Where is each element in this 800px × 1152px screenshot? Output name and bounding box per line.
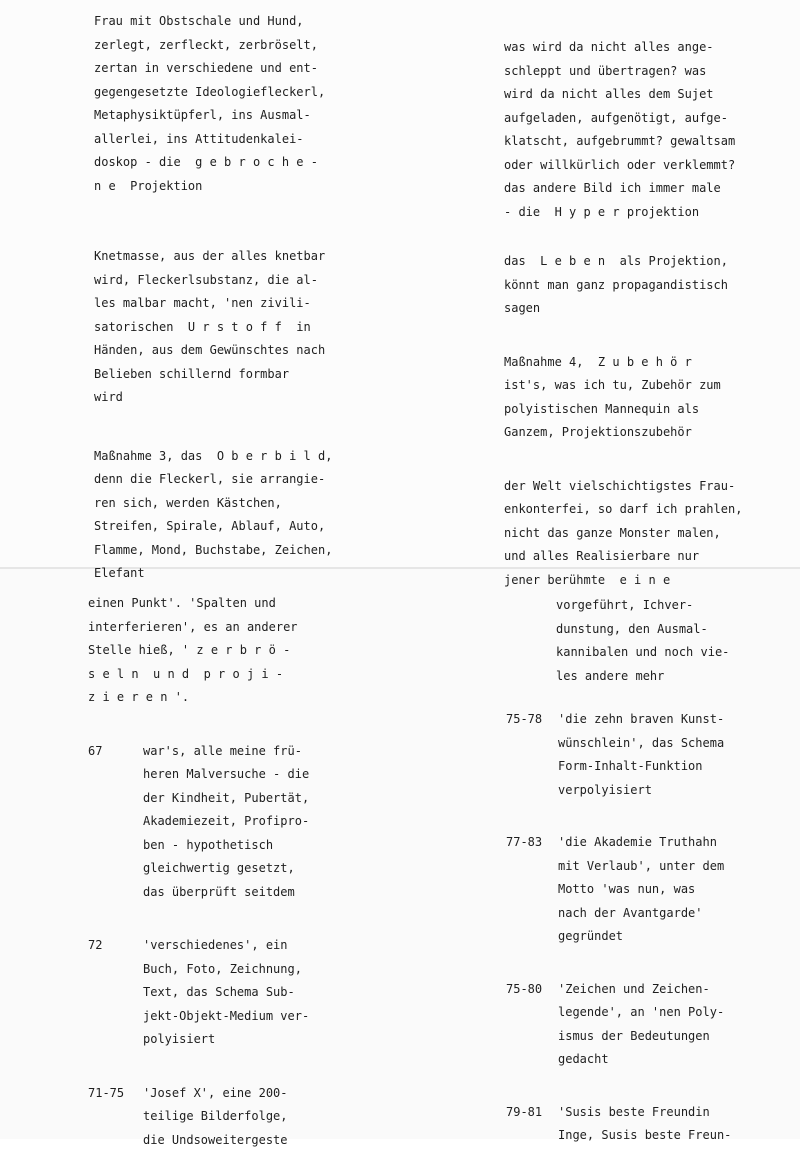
top-right-column — [504, 36, 742, 592]
text-line: heren Malversuche - die — [143, 763, 309, 787]
text-line: Inge, Susis beste Freun- — [558, 1124, 731, 1148]
text-line: ren sich, werden Kästchen, — [94, 492, 332, 516]
text-line: teilige Bilderfolge, — [143, 1105, 288, 1129]
chronology-entry — [506, 708, 731, 802]
text-line: was wird da nicht alles ange- — [504, 36, 742, 60]
paragraph — [88, 592, 309, 710]
text-line: Frau mit Obstschale und Hund, — [94, 10, 332, 34]
text-line: klatscht, aufgebrummt? gewaltsam — [504, 130, 742, 154]
text-line: Metaphysiktüpferl, ins Ausmal- — [94, 104, 332, 128]
text-line: mit Verlaub', unter dem — [558, 855, 724, 879]
text-line: zertan in verschiedene und ent- — [94, 57, 332, 81]
paragraph — [556, 594, 731, 688]
text-line: les andere mehr — [556, 665, 731, 689]
text-line: Belieben schillernd formbar — [94, 363, 332, 387]
text-line: Akademiezeit, Profipro- — [143, 810, 309, 834]
text-line: Motto 'was nun, was — [558, 878, 724, 902]
chronology-entry — [88, 1082, 309, 1152]
text-line: Elefant — [94, 562, 332, 586]
entry-year: 71-75 — [88, 1082, 143, 1106]
text-line: 'verschiedenes', ein — [143, 934, 309, 958]
text-line: Buch, Foto, Zeichnung, — [143, 958, 309, 982]
paragraph — [504, 36, 742, 224]
text-line: polyisiert — [143, 1028, 309, 1052]
text-line: legende', an 'nen Poly- — [558, 1001, 724, 1025]
entry-text — [143, 740, 309, 905]
text-line: wünschlein', das Schema — [558, 732, 724, 756]
text-line: aufgeladen, aufgenötigt, aufge- — [504, 107, 742, 131]
bottom-left-column — [88, 592, 309, 1152]
entry-text — [558, 708, 724, 802]
entry-year: 79-81 — [506, 1101, 558, 1125]
text-line: der Welt vielschichtigstes Frau- — [504, 475, 742, 499]
chronology-entry — [88, 740, 309, 905]
text-line: gegründet — [558, 925, 724, 949]
text-line: denn die Fleckerl, sie arrangie- — [94, 468, 332, 492]
entry-text — [143, 934, 309, 1052]
text-line: schleppt und übertragen? was — [504, 60, 742, 84]
text-line: enkonterfei, so darf ich prahlen, — [504, 498, 742, 522]
text-line: sagen — [504, 297, 742, 321]
text-line: 'Zeichen und Zeichen- — [558, 978, 724, 1002]
text-line: das andere Bild ich immer male — [504, 177, 742, 201]
text-line: oder willkürlich oder verklemmt? — [504, 154, 742, 178]
text-line: 'die Akademie Truthahn — [558, 831, 724, 855]
text-line: n e Projektion — [94, 175, 332, 199]
entry-text — [558, 978, 724, 1072]
text-line: Text, das Schema Sub- — [143, 981, 309, 1005]
text-line: verpolyisiert — [558, 779, 724, 803]
text-line: ist's, was ich tu, Zubehör zum — [504, 374, 742, 398]
text-line: 'die zehn braven Kunst- — [558, 708, 724, 732]
text-line: gedacht — [558, 1048, 724, 1072]
text-line: das L e b e n als Projektion, — [504, 250, 742, 274]
text-line: Maßnahme 4, Z u b e h ö r — [504, 351, 742, 375]
text-line: allerlei, ins Attitudenkalei- — [94, 128, 332, 152]
text-line: einen Punkt'. 'Spalten und — [88, 592, 309, 616]
text-line: s e l n u n d p r o j i - — [88, 663, 309, 687]
text-line: Flamme, Mond, Buchstabe, Zeichen, — [94, 539, 332, 563]
paragraph — [504, 250, 742, 321]
text-line: Form-Inhalt-Funktion — [558, 755, 724, 779]
entry-year: 67 — [88, 740, 143, 764]
text-line: jener berühmte e i n e — [504, 569, 742, 593]
text-line: jekt-Objekt-Medium ver- — [143, 1005, 309, 1029]
text-line: wird — [94, 386, 332, 410]
text-line: wird da nicht alles dem Sujet — [504, 83, 742, 107]
entry-year: 75-80 — [506, 978, 558, 1002]
text-line: gleichwertig gesetzt, — [143, 857, 309, 881]
chronology-entry — [506, 831, 731, 949]
text-line: das überprüft seitdem — [143, 881, 309, 905]
paragraph — [504, 351, 742, 445]
chronology-entry — [506, 1101, 731, 1148]
entry-text — [558, 831, 724, 949]
chronology-entry — [88, 934, 309, 1052]
text-line: interferieren', es an anderer — [88, 616, 309, 640]
entry-text — [143, 1082, 288, 1152]
text-line: der Kindheit, Pubertät, — [143, 787, 309, 811]
text-line: 'Josef X', eine 200- — [143, 1082, 288, 1106]
text-line: les malbar macht, 'nen zivili- — [94, 292, 332, 316]
text-line: zerlegt, zerfleckt, zerbröselt, — [94, 34, 332, 58]
paragraph — [94, 10, 332, 198]
text-line: war's, alle meine frü- — [143, 740, 309, 764]
text-line: Händen, aus dem Gewünschtes nach — [94, 339, 332, 363]
text-line: satorischen U r s t o f f in — [94, 316, 332, 340]
text-line: ben - hypothetisch — [143, 834, 309, 858]
text-line: gegengesetzte Ideologiefleckerl, — [94, 81, 332, 105]
text-line: doskop - die g e b r o c h e - — [94, 151, 332, 175]
text-line: Knetmasse, aus der alles knetbar — [94, 245, 332, 269]
paragraph — [504, 475, 742, 593]
text-line: könnt man ganz propagandistisch — [504, 274, 742, 298]
text-line: und alles Realisierbare nur — [504, 545, 742, 569]
entry-year: 77-83 — [506, 831, 558, 855]
text-line: dunstung, den Ausmal- — [556, 618, 731, 642]
chronology-entry — [506, 978, 731, 1072]
text-line: Ganzem, Projektionszubehör — [504, 421, 742, 445]
paragraph — [94, 245, 332, 410]
text-line: Stelle hieß, ' z e r b r ö - — [88, 639, 309, 663]
entry-year: 75-78 — [506, 708, 558, 732]
text-line: vorgeführt, Ichver- — [556, 594, 731, 618]
text-line: z i e r e n '. — [88, 686, 309, 710]
text-line: Streifen, Spirale, Ablauf, Auto, — [94, 515, 332, 539]
paragraph — [94, 445, 332, 586]
bottom-right-column — [506, 594, 731, 1148]
text-line: polyistischen Mannequin als — [504, 398, 742, 422]
text-line: die Undsoweitergeste — [143, 1129, 288, 1152]
text-line: nach der Avantgarde' — [558, 902, 724, 926]
text-line: kannibalen und noch vie- — [556, 641, 731, 665]
text-line: 'Susis beste Freundin — [558, 1101, 731, 1125]
top-left-column — [94, 10, 332, 586]
text-line: nicht das ganze Monster malen, — [504, 522, 742, 546]
text-line: - die H y p e r projektion — [504, 201, 742, 225]
text-line: ismus der Bedeutungen — [558, 1025, 724, 1049]
entry-text — [558, 1101, 731, 1148]
text-line: Maßnahme 3, das O b e r b i l d, — [94, 445, 332, 469]
entry-year: 72 — [88, 934, 143, 958]
text-line: wird, Fleckerlsubstanz, die al- — [94, 269, 332, 293]
